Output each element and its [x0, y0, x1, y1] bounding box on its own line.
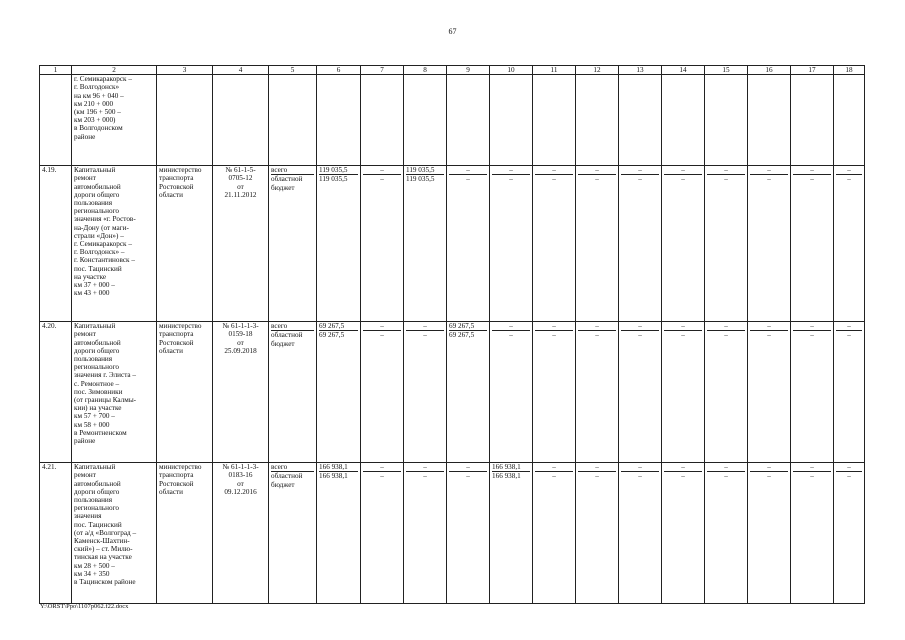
header-col-3: 3 [157, 66, 213, 75]
value-col-11 [533, 322, 576, 463]
value-total: 166 938,1 [492, 463, 521, 472]
cont-name: г. Семикаракорск – г. Волгодонск» на км 96 + 040 – км 210 + 000 (км 196 + 500 – км 203 + 000) в Волгодонском районе [72, 75, 157, 166]
header-col-14: 14 [662, 66, 705, 75]
header-col-10: 10 [490, 66, 533, 75]
value-regional: – [836, 174, 862, 183]
value-regional: 119 035,5 [406, 174, 444, 183]
value-regional: – [621, 174, 659, 183]
value-regional: – [707, 330, 745, 339]
value-total: – [681, 322, 685, 331]
value-regional: – [793, 174, 831, 183]
value-regional: 166 938,1 [492, 471, 530, 480]
value-col-10 [490, 166, 533, 322]
header-col-15: 15 [705, 66, 748, 75]
table-row [40, 463, 865, 604]
header-row [40, 66, 865, 75]
value-total: – [681, 463, 685, 472]
value-regional: – [621, 330, 659, 339]
table-row [40, 322, 865, 463]
value-regional: – [535, 330, 573, 339]
value-regional: – [836, 471, 862, 480]
value-col-6 [317, 463, 361, 604]
page-number: 67 [448, 27, 457, 36]
value-regional: – [750, 174, 788, 183]
value-regional: – [363, 330, 401, 339]
value-regional: 119 035,5 [319, 174, 358, 183]
value-col-15 [705, 166, 748, 322]
value-regional: – [406, 471, 444, 480]
header-col-1: 1 [40, 66, 72, 75]
value-total: – [380, 463, 384, 472]
value-col-6 [317, 166, 361, 322]
value-total: – [509, 166, 513, 175]
value-col-12 [576, 322, 619, 463]
value-col-12 [576, 463, 619, 604]
value-total: 69 267,5 [319, 322, 345, 331]
header-col-11: 11 [533, 66, 576, 75]
value-total: – [466, 166, 470, 175]
source-regional-budget: областной бюджет [271, 174, 314, 191]
value-col-16 [748, 463, 791, 604]
value-col-13 [619, 463, 662, 604]
source-total: всего [271, 463, 288, 472]
value-total: – [509, 322, 513, 331]
value-total: – [810, 463, 814, 472]
document-number: № 61-1-1-3- 0159-18 от 25.09.2018 [213, 322, 269, 463]
value-regional: – [707, 471, 745, 480]
value-regional: – [492, 174, 530, 183]
value-regional: – [578, 330, 616, 339]
value-col-10 [490, 463, 533, 604]
value-total: – [767, 463, 771, 472]
value-regional: – [449, 174, 487, 183]
value-regional: – [793, 330, 831, 339]
value-regional: – [535, 471, 573, 480]
row-number: 4.20. [40, 322, 72, 463]
header-col-16: 16 [748, 66, 791, 75]
value-col-16 [748, 322, 791, 463]
value-col-8 [404, 463, 447, 604]
value-col-7 [361, 322, 404, 463]
value-col-9 [447, 463, 490, 604]
value-total: 166 938,1 [319, 463, 348, 472]
value-col-7 [361, 166, 404, 322]
funding-source [269, 166, 317, 322]
value-total: – [767, 322, 771, 331]
header-col-8: 8 [404, 66, 447, 75]
value-col-8 [404, 166, 447, 322]
header-col-17: 17 [791, 66, 834, 75]
value-total: 119 035,5 [319, 166, 348, 175]
value-total: – [638, 166, 642, 175]
source-total: всего [271, 322, 288, 331]
row-number: 4.19. [40, 166, 72, 322]
value-total: – [595, 463, 599, 472]
value-col-18 [834, 463, 865, 604]
budget-table [39, 65, 865, 604]
value-col-6 [317, 322, 361, 463]
value-regional: – [707, 174, 745, 183]
value-total: 119 035,5 [406, 166, 435, 175]
table-row [40, 166, 865, 322]
value-col-18 [834, 166, 865, 322]
value-regional: – [750, 471, 788, 480]
ministry: министерство транспорта Ростовской области [157, 322, 213, 463]
ministry: министерство транспорта Ростовской области [157, 463, 213, 604]
source-regional-budget: областной бюджет [271, 471, 314, 488]
value-total: – [552, 322, 556, 331]
value-total: – [847, 166, 851, 175]
value-total: – [724, 463, 728, 472]
value-total: – [380, 166, 384, 175]
value-col-18 [834, 322, 865, 463]
value-regional: – [664, 174, 702, 183]
value-total: – [724, 322, 728, 331]
header-col-2: 2 [72, 66, 157, 75]
value-total: – [638, 322, 642, 331]
footer-path: Y:\ORST\Ppo\1107p062.f22.docx [40, 603, 129, 610]
value-total: – [810, 166, 814, 175]
object-name: Капитальный ремонт автомобильной дороги общего пользования регионального значения пос. Тацинский (от а/д «Волгоград – Каменск-Шахтин- ский») – ст. Милю- тинская на участке км 28 + 500 – км 34 + 350 в Тацинском районе [72, 463, 157, 604]
value-total: – [380, 322, 384, 331]
value-regional: – [664, 471, 702, 480]
funding-source [269, 322, 317, 463]
value-col-17 [791, 463, 834, 604]
value-col-13 [619, 166, 662, 322]
value-col-11 [533, 463, 576, 604]
value-regional: – [535, 174, 573, 183]
document-number: № 61-1-5- 0705-12 от 21.11.2012 [213, 166, 269, 322]
value-regional: – [578, 471, 616, 480]
value-total: – [423, 463, 427, 472]
value-col-15 [705, 322, 748, 463]
value-regional: 69 267,5 [449, 330, 487, 339]
object-name: Капитальный ремонт автомобильной дороги общего пользования регионального значения «г. Ростов- на-Дону (от маги- страли «Дон») – г. Семикаракорск – г. Волгодонск» – г. Константиновск – пос. Тацинский на участке км 37 + 000 – км 43 + 000 [72, 166, 157, 322]
source-regional-budget: областной бюджет [271, 330, 314, 347]
cont-num [40, 75, 72, 166]
header-col-6: 6 [317, 66, 361, 75]
value-regional: – [449, 471, 487, 480]
value-col-9 [447, 166, 490, 322]
value-col-17 [791, 322, 834, 463]
value-col-8 [404, 322, 447, 463]
value-regional: – [750, 330, 788, 339]
value-total: – [767, 166, 771, 175]
document-number: № 61-1-1-3- 0183-16 от 09.12.2016 [213, 463, 269, 604]
value-regional: – [664, 330, 702, 339]
source-total: всего [271, 166, 288, 175]
value-total: – [724, 166, 728, 175]
header-col-5: 5 [269, 66, 317, 75]
value-total: – [466, 463, 470, 472]
row-number: 4.21. [40, 463, 72, 604]
value-regional: – [406, 330, 444, 339]
value-regional: 69 267,5 [319, 330, 358, 339]
value-regional: – [793, 471, 831, 480]
value-col-14 [662, 166, 705, 322]
value-total: – [552, 463, 556, 472]
value-total: – [595, 166, 599, 175]
value-col-17 [791, 166, 834, 322]
value-total: – [552, 166, 556, 175]
value-col-12 [576, 166, 619, 322]
value-col-14 [662, 463, 705, 604]
header-col-13: 13 [619, 66, 662, 75]
value-regional: – [621, 471, 659, 480]
object-name: Капитальный ремонт автомобильной дороги общего пользования регионального значения г. Элиста – с. Ремонтное – пос. Зимовники (от границы Калмы- кии) на участке км 57 + 700 – км 58 + 000 в Ремонтненском районе [72, 322, 157, 463]
value-col-13 [619, 322, 662, 463]
value-regional: – [363, 174, 401, 183]
value-total: – [423, 322, 427, 331]
continuation-row [40, 75, 865, 166]
value-col-9 [447, 322, 490, 463]
value-col-11 [533, 166, 576, 322]
header-col-7: 7 [361, 66, 404, 75]
value-col-7 [361, 463, 404, 604]
value-col-16 [748, 166, 791, 322]
value-total: – [847, 463, 851, 472]
value-regional: 166 938,1 [319, 471, 358, 480]
value-col-10 [490, 322, 533, 463]
header-col-9: 9 [447, 66, 490, 75]
value-regional: – [836, 330, 862, 339]
value-regional: – [578, 174, 616, 183]
header-col-18: 18 [834, 66, 865, 75]
value-total: – [847, 322, 851, 331]
header-col-12: 12 [576, 66, 619, 75]
value-total: – [595, 322, 599, 331]
value-col-15 [705, 463, 748, 604]
value-total: – [638, 463, 642, 472]
ministry: министерство транспорта Ростовской области [157, 166, 213, 322]
header-col-4: 4 [213, 66, 269, 75]
value-total: – [810, 322, 814, 331]
value-col-14 [662, 322, 705, 463]
value-total: 69 267,5 [449, 322, 475, 331]
value-regional: – [363, 471, 401, 480]
funding-source [269, 463, 317, 604]
value-total: – [681, 166, 685, 175]
value-regional: – [492, 330, 530, 339]
